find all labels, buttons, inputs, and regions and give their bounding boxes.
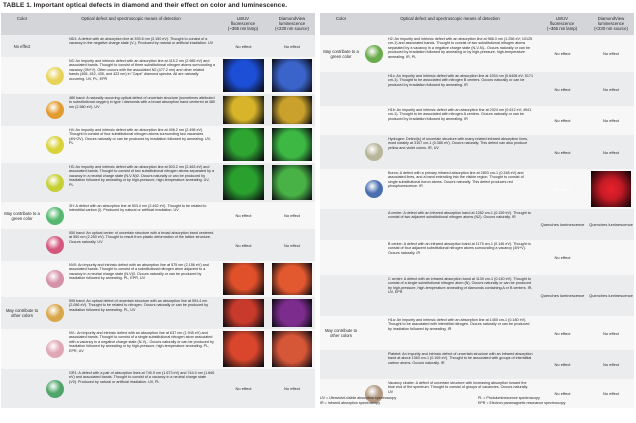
lwuv-cell [220,94,267,126]
diamondview-luminescence-photo [272,59,312,92]
color-cell [320,169,362,209]
defect-description: H1b: An impurity and intrinsic defect with an absorption line at 2024 nm (0.612 eV; 4941 cm-1). Thought to be associated with nitrogen A centers. Occurs naturally or can be produced by irradiation followed by annealing. IR [388,108,532,121]
header-color: Color [335,16,347,21]
diamondview-cell [269,57,315,94]
lwuv-fluorescence-photo [223,299,264,327]
footnote-right [478,396,565,405]
defect-description: B center: A defect with an infrared absorption band at 1175 cm-1 (0.146 eV). Thought to consist of four adjacent substitutional nitrogen atoms surrounding a vacancy (4N+V). Occurs naturally. IR [388,242,531,255]
gem-photo [46,207,64,225]
table-row [320,240,634,276]
lwuv-cell: Quenches luminescence [540,293,585,298]
table-right-half [320,13,634,396]
defect-description: 480 band: A naturally occurring optical defect of uncertain structure (sometimes attributed to substitutional oxygen) in type I diamonds with a broad absorption band centered at 480 nm (2.580 eV). UV [69,96,215,109]
lwuv-label: No effect [554,186,571,192]
defect-description: H1a: An impurity and intrinsic defect with an absorption line at 1450 cm-1 (0.180 eV). Thought to be associated with interstitial nitrogen. Occurs naturally or can be produced by irradiation followed by annealing. IR [388,318,530,331]
header-diamondview: DiamondView luminescence (<230 nm source) [594,16,628,31]
footnote-ir: IR = Infrared absorption spectroscopy [320,400,381,405]
lwuv-fluorescence-photo [223,96,264,124]
lwuv-cell: No effect [235,386,252,391]
table-row [1,229,315,262]
diamondview-luminescence-photo [272,263,312,295]
color-cell [1,57,43,94]
gem-photo-cell [363,209,385,240]
diamondview-cell [269,297,315,329]
gem-photo [365,45,383,63]
diamondview-cell [269,261,315,297]
footnote-epr: EPR = Electron paramagnetic resonance spectroscopy [478,400,566,405]
color-cell: May contribute to other colors [5,308,39,318]
gem-photo [46,174,64,192]
diamondview-cell: No effect [284,43,300,49]
lwuv-cell: No effect [554,330,571,336]
diamondview-cell: No effect [603,86,619,92]
gem-photo-cell [363,106,385,135]
color-cell: May contribute to other colors [324,328,358,338]
diamondview-luminescence-photo [272,96,312,124]
lwuv-cell: No effect [235,43,252,49]
table-row [1,57,315,95]
lwuv-cell [220,297,267,329]
table-row [1,35,315,58]
gem-photo [46,101,64,119]
defect-description: ND1: A defect with an absorption line at 393.6 nm (3.150 eV). Thought to consist of a vacancy in the negative charge state (V-). Produced by natural or artificial irradiation. UV [69,37,214,46]
defect-description: Vacancy cluster: A defect of uncertain structure with increasing absorption toward the blue end of the spectrum. Thought to consist of groups of vacancies. Occurs naturally. UV [388,381,529,394]
color-cell [1,229,43,261]
table-header [1,13,315,35]
diamondview-cell: No effect [603,362,619,367]
defect-description: 3H: A defect with an absorption line at 503.4 nm (2.462 eV). Thought to be related to interstitial carbon (I). Produced by natural or artificial irradiation. UV [69,204,207,213]
gem-photo-cell [44,261,66,297]
gem-photo [46,340,64,358]
diamondview-luminescence-photo [591,171,631,207]
color-cell [320,106,362,135]
table-row [1,94,315,127]
lwuv-fluorescence-photo [223,165,264,200]
gem-photo [46,304,64,322]
diamondview-luminescence-photo [272,331,312,367]
color-cell [320,209,362,240]
defect-description: GR1: A defect with a pair of absorption lines at 740.9 nm (1.673 eV) and 744.4 nm (1.665 eV) and associated bands. Thought to consist of a vacancy in a neutral charge state (V0). Produced by natural or artificial irradiation. UV, PL [69,371,215,384]
color-cell [320,240,362,275]
defect-description: N3: An impurity and intrinsic defect with an absorption line at 415.2 nm (2.985 eV) and associated bands. Thought to consist of three substitutional nitrogen atoms surrounding a vacancy (3N+V). Often occurs with the associated N2 (477.2 nm) and other related bands (465, 452, 435, and 423 nm) in "Cape" diamond spectra. All are naturally occurring. UV, PL, EPR [69,59,215,81]
table-row [1,329,315,370]
lwuv-cell: No effect [554,149,571,155]
header-optical: Optical defect and spectroscopic means of detection [81,16,181,21]
diamondview-cell: No effect [603,51,619,56]
diamondview-cell [588,240,634,275]
color-cell: May contribute to a green color [323,48,359,59]
color-cell [320,275,362,316]
color-cell: May contribute to a green color [4,210,40,221]
table-header [320,13,634,35]
diamondview-cell [588,169,634,209]
color-cell: No effect [13,43,31,49]
gem-photo-cell [363,35,385,72]
gem-photo-cell [44,163,66,202]
table-row [1,261,315,298]
lwuv-cell: No effect [235,213,252,218]
table-body [320,35,634,396]
color-cell [320,72,362,106]
defect-description: H4: An impurity and intrinsic defect with an absorption line at 496.2 nm (2.498 eV). Thought to consist of four substitutional nitrogen atoms surrounding two vacancies (4N+2V). Occurs naturally or can be produced by irradiation followed by annealing. UV, PL [69,128,211,146]
defect-description: Platelet: An impurity and intrinsic defect of uncertain structure with an infrared absorption band at about 1360 cm-1 (0.169 eV). Thought to be associated with groups of interstitial carbon atoms. Occurs naturally. IR [388,352,533,365]
lwuv-cell: No effect [554,118,571,123]
table-row [320,275,634,317]
color-cell [1,94,43,126]
color-cell [1,163,43,202]
gem-photo-cell [363,72,385,106]
table-row [1,297,315,330]
color-cell [1,126,43,163]
diamondview-luminescence-photo [272,165,312,200]
table-body [1,35,315,396]
header-lwuv: LWUV fluorescence (~365 nm lamp) [546,16,578,31]
lwuv-cell [539,169,586,209]
diamondview-cell: No effect [284,213,300,218]
color-cell [1,261,43,297]
gem-photo [46,236,64,254]
color-cell [1,329,43,369]
diamondview-cell [269,126,315,163]
lwuv-cell [220,261,267,297]
defect-description: 550 band: An optical center of uncertain structure with a broad absorption band centered at 550 nm (2.250 eV). Thought to result from plastic deformation of the lattice structure. Occurs naturally. UV [69,231,214,244]
footnote-pl: PL = Photoluminescence spectroscopy [478,396,540,400]
diamondview-cell: Quenches luminescence [589,222,633,227]
table-row [1,202,315,230]
gem-photo [46,270,64,288]
gem-photo-cell [363,240,385,275]
gem-photo-cell [44,202,66,229]
defect-description: 595 band: An optical defect of uncertain structure with an absorption line at 594.4 nm (2.086 eV). Thought to be related to nitrogen. Occurs naturally or can be produced by irradiation followed by annealing. PL, UV [69,299,209,312]
diamondview-cell: No effect [603,391,619,396]
diamondview-cell [269,94,315,126]
color-cell [1,369,43,408]
defect-description: H1c: An impurity and intrinsic defect with an absorption line at 1934 nm (0.6408 eV; 5171 cm-1). Thought to be associated with nitrogen B centers. Occurs naturally or can be produced by irradiation followed by annealing. IR [388,74,533,87]
table-row [320,35,634,73]
gem-photo [365,143,383,161]
lwuv-cell [220,163,267,202]
lwuv-cell [220,126,267,163]
gem-photo-cell [363,135,385,169]
lwuv-cell [220,329,267,369]
diamondview-cell [269,163,315,202]
diamondview-luminescence-photo [272,128,312,161]
gem-photo-cell [44,297,66,329]
table-row [320,350,634,380]
defect-description: NV-: An impurity and intrinsic defect with an absorption line at 637 nm (1.945 eV) and associated bands. Thought to consist of a single substitutional nitrogen atom associated with a vacancy in a negative charge state (N-V)-. Occurs naturally or can be produced by irradiation followed by annealing or by high-pressure, high-temperature annealing. PL, EPR, UV [69,331,214,353]
gem-photo [46,380,64,398]
defect-description: C center: A defect with an infrared absorption band at 1130 cm-1 (0.140 eV). Thought to consist of a single substitutional nitrogen atom (N). Occurs naturally or can be produced by high-pressure, high-temperature annealing of diamonds containing A or B centers. IR, UV, EPR [388,277,533,295]
diamondview-cell: Quenches luminescence [589,293,633,298]
gem-photo [46,136,64,154]
table-row [320,135,634,170]
gem-photo-cell [44,126,66,163]
table-row [320,169,634,210]
table-title: TABLE 1. Important optical defects in diamond and their effect on color and luminescence. [3,2,287,9]
lwuv-cell: No effect [235,242,252,248]
defect-description: H2: An impurity and intrinsic defect with an absorption line at 986.3 nm (1.256 eV; 10125 cm-1) and associated bands. Thought to consist of two substitutional nitrogen atoms separated by a vacancy in a negative charge state (N-V-N)-. Occurs naturally or can be produced by irradiation followed by annealing or by high-pressure, high-temperature annealing. IR, PL [388,37,533,59]
lwuv-cell: No effect [554,391,571,396]
footnote-uv: UV = Ultraviolet-visible absorption spectroscopy [320,396,397,400]
defect-description: Hydrogen: Defect(s) of uncertain structure with many related infrared absorption lines, most notably at 3107 cm-1 (0.385 eV). Occurs naturally. This defect can also produce yellow and violet colors. IR, UV [388,137,528,150]
gem-photo-cell [44,57,66,94]
table-row [1,163,315,203]
table-row [320,106,634,136]
diamondview-cell: No effect [603,330,619,336]
footnote-left [320,396,396,405]
gem-photo [46,67,64,85]
diamondview-cell: No effect [284,242,300,248]
lwuv-cell: No effect [554,86,571,92]
diamondview-cell: No effect [284,386,300,391]
defect-description: A center: A defect with an infrared absorption band at 1282 cm-1 (0.159 eV). Thought to consist of two adjacent substitutional nitrogen atoms (N2). Occurs naturally. IR [388,211,531,220]
gem-photo-cell [44,229,66,261]
lwuv-cell: No effect [554,255,571,260]
table-row [320,72,634,107]
table-left-half [1,13,315,396]
color-cell [320,350,362,379]
gem-photo-cell [44,369,66,408]
header-color: Color [16,16,28,21]
gem-photo-cell [363,350,385,379]
lwuv-fluorescence-photo [223,263,264,295]
defect-description: H3: An impurity and intrinsic defect with an absorption line at 503.2 nm (2.463 eV) and associated bands. Thought to consist of two substitutional nitrogen atoms separated by a vacancy in a neutral charge state (N-V-N)0. Occurs naturally or can be produced by irradiation followed by annealing or by high-pressure, high-temperature annealing. UV, PL [69,165,215,187]
gem-photo-cell [363,316,385,350]
gem-photo-cell [363,169,385,209]
header-lwuv: LWUV fluorescence (~365 nm lamp) [227,16,259,31]
diamondview-cell [269,329,315,369]
gem-photo-cell [44,35,66,57]
header-optical: Optical defect and spectroscopic means of detection [400,16,500,21]
color-cell [320,135,362,169]
gem-photo [365,180,383,198]
lwuv-cell: No effect [554,51,571,56]
table-row [1,126,315,164]
diamondview-luminescence-photo [272,299,312,327]
gem-photo-cell [44,94,66,126]
table-row [1,369,315,409]
lwuv-cell: Quenches luminescence [540,222,585,227]
lwuv-fluorescence-photo [223,128,264,161]
lwuv-cell: No effect [554,362,571,367]
gem-photo-cell [363,275,385,316]
gem-photo-cell [44,329,66,369]
lwuv-fluorescence-photo [223,59,264,92]
diamondview-cell: No effect [603,149,619,155]
header-diamondview: DiamondView luminescence (<230 nm source) [275,16,309,31]
diamondview-cell: No effect [603,118,619,123]
defect-description: Boron: A defect with a primary infrared absorption line at 2803 cm-1 (0.348 eV) and associated lines, and a band extending into the visible region. Thought to consist of single substitutional boron atoms. Occurs naturally. This defect produces red phosphorescence. IR [388,171,524,189]
defect-description: NV0: An impurity and intrinsic defect with an absorption line at 575 nm (2.156 eV) and associated bands. Thought to consist of a substitutional nitrogen atom adjacent to a vacancy in a neutral charge state (N-V)0. Occurs naturally or can be produced by irradiation followed by annealing. PL, EPR, UV [69,263,209,281]
lwuv-cell [220,57,267,94]
table-row [320,209,634,241]
lwuv-fluorescence-photo [223,331,264,367]
table-row [320,316,634,351]
